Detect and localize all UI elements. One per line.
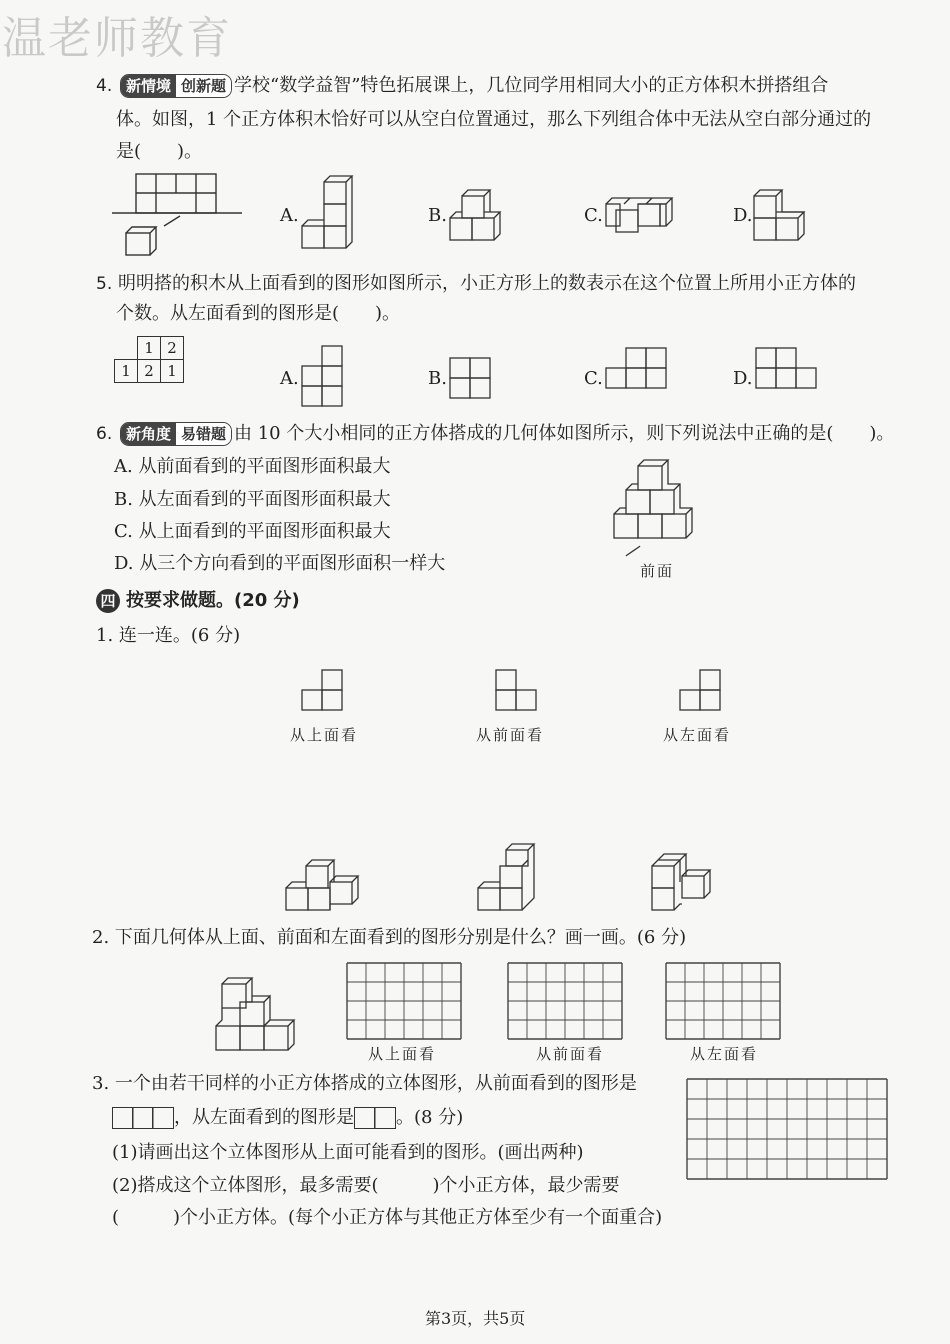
p3-sub-3[interactable]: ( )个小正方体。(每个小正方体与其他正方体至少有一个面重合) (112, 1207, 663, 1228)
q5-cell: 2 (138, 360, 161, 383)
q4-option-c[interactable]: C. (584, 205, 603, 226)
p3-drawing-grid[interactable] (686, 1078, 890, 1182)
section-4-number: 四 (96, 589, 120, 613)
p2-grid-top (346, 962, 462, 1040)
p3-left-text: ，从左面看到的图形是 (174, 1107, 354, 1128)
q6-number: 6. (96, 424, 113, 444)
q5-stem-2: 个数。从左面看到的图形是( )。 (116, 303, 401, 324)
p2-solid-figure (212, 974, 302, 1058)
p3-sub-2[interactable]: (2)搭成这个立体图形，最多需要( )个小正方体，最少需要 (112, 1175, 620, 1196)
p2-label-top: 从上面看 (368, 1045, 437, 1063)
p1-label-top: 从上面看 (290, 726, 359, 744)
p2-stem: 2. 下面几何体从上面、前面和左面看到的图形分别是什么？画一画。(6 分) (92, 927, 687, 948)
q5-option-c-figure (604, 346, 670, 390)
p3-stem-2 (112, 1102, 463, 1134)
q5-top-view-grid (114, 336, 184, 383)
q5-stem-1: 明明搭的积木从上面看到的图形如图所示，小正方形上的数表示在这个位置上所用小正方体的 (117, 273, 856, 294)
q5-cell: 1 (115, 360, 138, 383)
p1-view-front-figure (494, 668, 540, 712)
p2-grid-left (665, 962, 781, 1040)
q4-wall-figure (112, 170, 244, 262)
q6-tag (120, 422, 232, 446)
p3-front-view-shape (112, 1107, 174, 1129)
q4-tag-new-context: 新情境 (121, 75, 176, 97)
p2-label-front: 从前面看 (536, 1045, 605, 1063)
q5-option-b[interactable]: B. (428, 368, 447, 389)
q4-stem-3: 是( )。 (116, 141, 203, 162)
p3-sub-1: (1)请画出这个立体图形从上面可能看到的图形。(画出两种) (112, 1142, 584, 1163)
p1-label-left: 从左面看 (663, 726, 732, 744)
q4-stem-1: 学校“数学益智”特色拓展课上，几位同学用相同大小的正方体积木拼搭组合 (234, 75, 829, 96)
watermark: 温老师教育 (2, 13, 232, 64)
q6-choice-c[interactable]: C. 从上面看到的平面图形面积最大 (114, 521, 391, 542)
q6-tag-error-prone: 易错题 (176, 423, 231, 445)
q4-option-b-figure (448, 190, 512, 246)
p1-label-front: 从前面看 (476, 726, 545, 744)
page-number: 第3页，共5页 (425, 1309, 526, 1328)
q4-option-a[interactable]: A. (280, 205, 299, 226)
p1-view-left-figure (678, 668, 724, 712)
section-4-title: 按要求做题。(20 分) (126, 590, 300, 611)
q4-option-b[interactable]: B. (428, 205, 447, 226)
p2-label-left: 从左面看 (690, 1045, 759, 1063)
q5-cell: 2 (161, 337, 184, 360)
q5-option-c[interactable]: C. (584, 368, 603, 389)
q4-line1 (96, 70, 828, 102)
q4-option-c-figure (602, 198, 680, 238)
q6-stem: 由 10 个大小相同的正方体搭成的几何体如图所示，则下列说法中正确的是( )。 (234, 423, 895, 444)
q6-line1 (96, 418, 894, 450)
q4-tag-innovation: 创新题 (176, 75, 231, 97)
q5-option-a-figure (302, 344, 346, 408)
q5-number: 5. (96, 274, 113, 294)
q6-front-label: 前面 (640, 562, 675, 580)
p1-view-top-figure (300, 668, 346, 712)
section-4-header (96, 588, 300, 614)
q4-option-d-figure (752, 190, 812, 246)
q6-choice-d[interactable]: D. 从三个方向看到的平面图形面积一样大 (114, 553, 446, 574)
p1-solid-2 (476, 848, 542, 916)
q4-option-a-figure (300, 180, 356, 252)
q5-cell: 1 (138, 337, 161, 360)
p2-grid-front (507, 962, 623, 1040)
q6-cube-figure (610, 458, 720, 568)
p3-left-view-shape (354, 1107, 396, 1129)
q4-option-d[interactable]: D. (733, 205, 753, 226)
p3-score: 。(8 分) (396, 1107, 464, 1128)
p1-stem: 1. 连一连。(6 分) (96, 625, 241, 646)
q5-option-d[interactable]: D. (733, 368, 753, 389)
q4-tag (120, 74, 232, 98)
q5-line1 (96, 268, 856, 300)
q5-option-b-figure (448, 356, 492, 400)
q6-choice-a[interactable]: A. 从前面看到的平面图形面积最大 (114, 456, 391, 477)
q4-stem-2: 体。如图，1 个正方体积木恰好可以从空白位置通过，那么下列组合体中无法从空白部分通过的 (116, 109, 872, 130)
q5-option-a[interactable]: A. (280, 368, 299, 389)
q6-tag-new-angle: 新角度 (121, 423, 176, 445)
q5-option-d-figure (754, 346, 820, 390)
p3-stem-1: 3. 一个由若干同样的小正方体搭成的立体图形，从前面看到的图形是 (92, 1073, 637, 1094)
q4-number: 4. (96, 76, 113, 96)
q5-cell: 1 (161, 360, 184, 383)
p1-solid-3 (650, 850, 720, 916)
q6-choice-b[interactable]: B. 从左面看到的平面图形面积最大 (114, 489, 391, 510)
p1-solid-1 (284, 862, 368, 916)
